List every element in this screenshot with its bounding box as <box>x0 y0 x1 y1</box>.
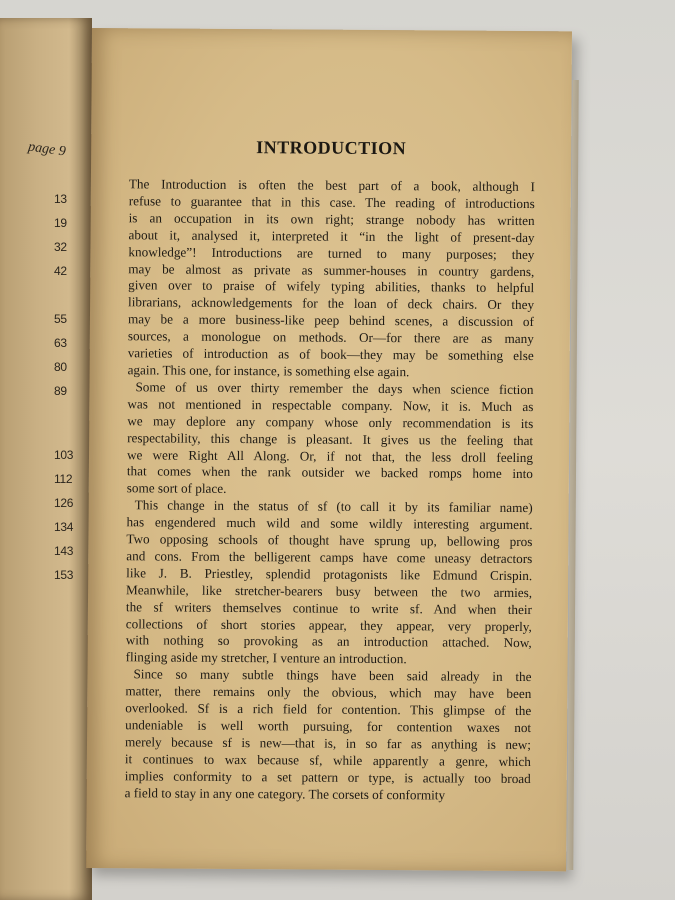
text-line: librarians, acknowledgements for the loan of deck chairs. Or they <box>128 294 535 313</box>
text-line: sources, a monologue on methods. Or—for there are as many <box>127 328 534 347</box>
body-text <box>125 176 535 804</box>
text-line: refuse to guarantee that in this case. The reading of introductions <box>128 193 535 212</box>
page-title: INTRODUCTION <box>256 137 407 159</box>
text-line: is an occupation in its own right; strange nobody has written <box>128 210 535 228</box>
toc-page-number: 13 <box>54 192 67 206</box>
toc-page-number: 19 <box>54 216 67 230</box>
text-line: has engendered much wild and some wildly interesting argument. <box>126 514 533 533</box>
text-line: and cons. From the belligerent camps have come uneasy detractors <box>126 548 533 567</box>
toc-page-number: 80 <box>54 360 67 374</box>
text-line: the sf writers themselves continue to write sf. And when their <box>125 598 533 617</box>
toc-page-number: 89 <box>54 384 67 398</box>
text-line: varieties of introduction as of book—they may be something else <box>127 345 534 364</box>
left-page <box>0 18 92 900</box>
paragraph <box>127 379 534 500</box>
text-line: merely because sf is new—that is, in so far as anything is new; <box>124 734 532 752</box>
text-line: with nothing so provoking as an introduction attached. Now, <box>125 632 532 651</box>
text-line: respectability, this change is pleasant. It gives us the feeling that <box>127 429 534 448</box>
text-line: like J. B. Priestley, splendid protagonists like Edmund Crispin. <box>126 565 533 583</box>
paragraph <box>125 667 532 805</box>
text-line: matter, there remains only the obvious, which may have been <box>125 683 532 702</box>
toc-page-number: 63 <box>54 336 67 350</box>
toc-page-number: 153 <box>54 568 74 582</box>
text-line: again. This one, for instance, is something else again. <box>127 362 410 380</box>
paragraph <box>126 497 533 669</box>
text-line: that comes when the rank outsider we backed romps home into <box>126 463 533 482</box>
text-line: a field to stay in any one category. The corsets of conformity <box>124 784 446 803</box>
text-line: collections of short stories appear, they appear, very properly, <box>125 615 532 634</box>
text-line: undeniable is well worth pursuing, for contention waxes not <box>125 717 532 736</box>
text-line: knowledge”! Introductions are turned to many purposes; they <box>128 243 535 262</box>
text-line: may be a more business-like peep behind scenes, a discussion of <box>127 311 535 330</box>
paragraph <box>128 176 535 382</box>
text-line: it continues to wax because sf, while apparently a genre, which <box>124 751 531 769</box>
text-line: Some of us over thirty remember the days when science fiction <box>135 379 534 397</box>
text-line: This change in the status of sf (to call it by its familiar name) <box>134 497 533 516</box>
toc-page-number: 55 <box>54 312 67 326</box>
toc-page-number: 32 <box>54 240 67 254</box>
page-label: page 9 <box>27 139 67 160</box>
text-line: implies conformity to a set pattern or type, is actually too broad <box>124 767 531 786</box>
text-line: overlooked. Sf is a rich field for contention. This glimpse of the <box>125 700 532 719</box>
toc-page-number: 112 <box>54 472 73 486</box>
toc-page-number: 103 <box>54 448 74 462</box>
text-line: given over to praise of wifely typing abilities, thanks to helpful <box>128 277 535 296</box>
toc-page-number: 42 <box>54 264 67 278</box>
text-line: some sort of place. <box>126 480 227 497</box>
text-line: was not mentioned in respectable company. Now, it is. Much as <box>127 396 534 414</box>
toc-page-number: 134 <box>54 520 74 534</box>
text-line: we were Right All Along. Or, if not that, the less droll feeling <box>126 446 534 465</box>
right-page <box>86 28 572 871</box>
text-line: about it, analysed it, interpreted it “in the light of present-day <box>128 226 535 245</box>
text-line: Since so many subtle things have been said already in the <box>133 666 532 685</box>
text-line: Two opposing schools of thought have sprung up, bellowing pros <box>126 531 533 550</box>
text-line: we may deplore any company whose only recommendation is its <box>127 412 534 431</box>
text-line: may be almost as private as summer-houses in country gardens, <box>128 260 535 279</box>
text-line: Meanwhile, like stretcher-bearers busy between the two armies, <box>126 582 533 600</box>
text-line: flinging aside my stretcher, I venture an introduction. <box>125 649 407 667</box>
toc-page-number: 126 <box>54 496 74 510</box>
toc-page-number: 143 <box>54 544 74 558</box>
text-line: The Introduction is often the best part of a book, although I <box>128 176 535 195</box>
